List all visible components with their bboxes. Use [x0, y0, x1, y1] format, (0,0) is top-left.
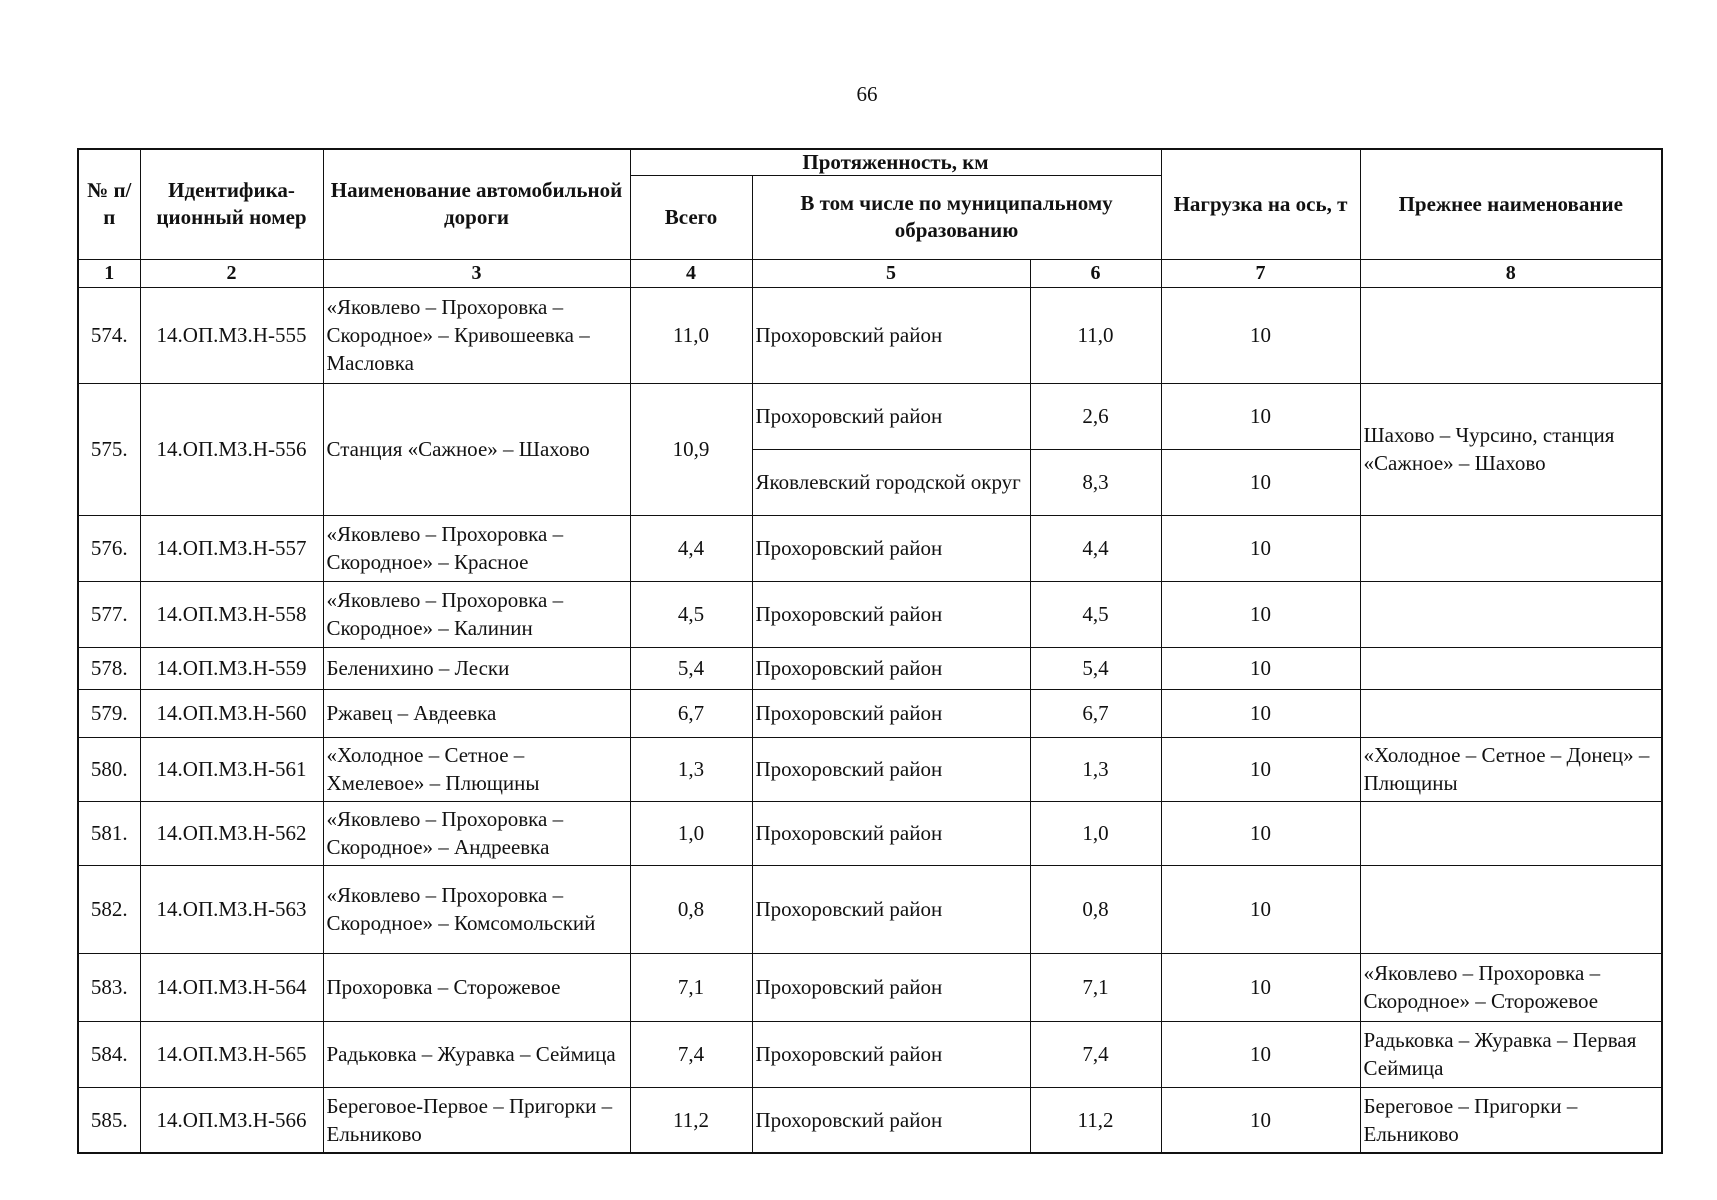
road-name: «Яковлево – Прохоровка – Скородное» – Калинин — [323, 581, 630, 647]
municipality: Прохоровский район — [752, 953, 1030, 1021]
table-row — [78, 581, 1662, 647]
road-name: «Холодное – Сетное – Хмелевое» – Плющины — [323, 737, 630, 801]
road-id: 14.ОП.МЗ.Н-561 — [140, 737, 323, 801]
road-name: Прохоровка – Сторожевое — [323, 953, 630, 1021]
table-row — [78, 865, 1662, 953]
road-name: «Яковлево – Прохоровка – Скородное» – Кривошеевка – Масловка — [323, 287, 630, 383]
municipal-length: 4,5 — [1030, 581, 1161, 647]
axle-load: 10 — [1161, 647, 1360, 689]
row-number: 583. — [78, 953, 140, 1021]
total-length: 1,0 — [630, 801, 752, 865]
road-name: «Яковлево – Прохоровка – Скородное» – Андреевка — [323, 801, 630, 865]
total-length: 10,9 — [630, 383, 752, 515]
road-id: 14.ОП.МЗ.Н-558 — [140, 581, 323, 647]
former-name — [1360, 865, 1662, 953]
column-number: 1 — [78, 259, 140, 287]
row-number: 574. — [78, 287, 140, 383]
axle-load: 10 — [1161, 801, 1360, 865]
municipal-length: 6,7 — [1030, 689, 1161, 737]
municipal-length: 4,4 — [1030, 515, 1161, 581]
municipality: Прохоровский район — [752, 1087, 1030, 1153]
road-id: 14.ОП.МЗ.Н-559 — [140, 647, 323, 689]
former-name: Береговое – Пригорки – Ельниково — [1360, 1087, 1662, 1153]
header-municipal: В том числе по муниципальному образованию — [752, 175, 1161, 259]
municipal-length: 0,8 — [1030, 865, 1161, 953]
axle-load: 10 — [1161, 515, 1360, 581]
municipality: Прохоровский район — [752, 865, 1030, 953]
former-name — [1360, 515, 1662, 581]
row-number: 579. — [78, 689, 140, 737]
table-row — [78, 287, 1662, 383]
municipal-length: 11,0 — [1030, 287, 1161, 383]
roads-table — [77, 148, 1663, 1154]
former-name — [1360, 581, 1662, 647]
row-number: 576. — [78, 515, 140, 581]
header-total: Всего — [630, 175, 752, 259]
column-number: 4 — [630, 259, 752, 287]
column-number-row — [78, 259, 1662, 287]
axle-load: 10 — [1161, 449, 1360, 515]
table-body — [78, 287, 1662, 1153]
header-num: № п/п — [78, 149, 140, 259]
axle-load: 10 — [1161, 737, 1360, 801]
total-length: 1,3 — [630, 737, 752, 801]
former-name — [1360, 647, 1662, 689]
header-former-name: Прежнее наименование — [1360, 149, 1662, 259]
road-name: «Яковлево – Прохоровка – Скородное» – Красное — [323, 515, 630, 581]
road-id: 14.ОП.МЗ.Н-565 — [140, 1021, 323, 1087]
former-name — [1360, 689, 1662, 737]
column-number: 8 — [1360, 259, 1662, 287]
axle-load: 10 — [1161, 865, 1360, 953]
former-name — [1360, 287, 1662, 383]
row-number: 585. — [78, 1087, 140, 1153]
row-number: 581. — [78, 801, 140, 865]
municipal-length: 11,2 — [1030, 1087, 1161, 1153]
axle-load: 10 — [1161, 581, 1360, 647]
column-number: 5 — [752, 259, 1030, 287]
table-row — [78, 515, 1662, 581]
table-row — [78, 647, 1662, 689]
table-row — [78, 801, 1662, 865]
total-length: 4,5 — [630, 581, 752, 647]
column-number: 2 — [140, 259, 323, 287]
column-number: 7 — [1161, 259, 1360, 287]
table-row — [78, 737, 1662, 801]
municipality: Прохоровский район — [752, 1021, 1030, 1087]
axle-load: 10 — [1161, 287, 1360, 383]
total-length: 4,4 — [630, 515, 752, 581]
row-number: 580. — [78, 737, 140, 801]
column-number: 6 — [1030, 259, 1161, 287]
header-axle-load: Нагрузка на ось, т — [1161, 149, 1360, 259]
municipality: Яковлевский городской округ — [752, 449, 1030, 515]
municipal-length: 2,6 — [1030, 383, 1161, 449]
road-id: 14.ОП.МЗ.Н-563 — [140, 865, 323, 953]
municipality: Прохоровский район — [752, 287, 1030, 383]
column-number: 3 — [323, 259, 630, 287]
municipal-length: 8,3 — [1030, 449, 1161, 515]
table-row — [78, 1087, 1662, 1153]
axle-load: 10 — [1161, 383, 1360, 449]
row-number: 582. — [78, 865, 140, 953]
road-name: Станция «Сажное» – Шахово — [323, 383, 630, 515]
municipality: Прохоровский район — [752, 689, 1030, 737]
municipality: Прохоровский район — [752, 383, 1030, 449]
row-number: 584. — [78, 1021, 140, 1087]
road-id: 14.ОП.МЗ.Н-564 — [140, 953, 323, 1021]
road-id: 14.ОП.МЗ.Н-556 — [140, 383, 323, 515]
header-road-name: Наименование автомобильной дороги — [323, 149, 630, 259]
former-name — [1360, 801, 1662, 865]
table-row — [78, 689, 1662, 737]
table-row — [78, 953, 1662, 1021]
axle-load: 10 — [1161, 1087, 1360, 1153]
municipal-length: 7,4 — [1030, 1021, 1161, 1087]
table-header — [78, 149, 1662, 287]
axle-load: 10 — [1161, 1021, 1360, 1087]
axle-load: 10 — [1161, 689, 1360, 737]
municipality: Прохоровский район — [752, 515, 1030, 581]
total-length: 6,7 — [630, 689, 752, 737]
header-id: Идентифика- ционный номер — [140, 149, 323, 259]
total-length: 0,8 — [630, 865, 752, 953]
municipality: Прохоровский район — [752, 581, 1030, 647]
road-name: Береговое-Первое – Пригорки – Ельниково — [323, 1087, 630, 1153]
road-id: 14.ОП.МЗ.Н-566 — [140, 1087, 323, 1153]
municipal-length: 1,3 — [1030, 737, 1161, 801]
total-length: 5,4 — [630, 647, 752, 689]
former-name: Радьковка – Журавка – Первая Сеймица — [1360, 1021, 1662, 1087]
former-name: Шахово – Чурсино, станция «Сажное» – Шахово — [1360, 383, 1662, 515]
road-name: Беленихино – Лески — [323, 647, 630, 689]
road-name: Радьковка – Журавка – Сеймица — [323, 1021, 630, 1087]
road-id: 14.ОП.МЗ.Н-562 — [140, 801, 323, 865]
road-id: 14.ОП.МЗ.Н-557 — [140, 515, 323, 581]
row-number: 578. — [78, 647, 140, 689]
road-name: Ржавец – Авдеевка — [323, 689, 630, 737]
former-name: «Яковлево – Прохоровка – Скородное» – Сторожевое — [1360, 953, 1662, 1021]
total-length: 11,0 — [630, 287, 752, 383]
former-name: «Холодное – Сетное – Донец» – Плющины — [1360, 737, 1662, 801]
table-row — [78, 383, 1662, 449]
axle-load: 10 — [1161, 953, 1360, 1021]
road-name: «Яковлево – Прохоровка – Скородное» – Комсомольский — [323, 865, 630, 953]
header-length-group: Протяженность, км — [630, 149, 1161, 175]
row-number: 575. — [78, 383, 140, 515]
municipality: Прохоровский район — [752, 737, 1030, 801]
row-number: 577. — [78, 581, 140, 647]
total-length: 7,1 — [630, 953, 752, 1021]
table-row — [78, 1021, 1662, 1087]
page-number: 66 — [856, 82, 878, 106]
municipal-length: 1,0 — [1030, 801, 1161, 865]
total-length: 11,2 — [630, 1087, 752, 1153]
municipal-length: 7,1 — [1030, 953, 1161, 1021]
municipality: Прохоровский район — [752, 801, 1030, 865]
road-id: 14.ОП.МЗ.Н-555 — [140, 287, 323, 383]
municipality: Прохоровский район — [752, 647, 1030, 689]
municipal-length: 5,4 — [1030, 647, 1161, 689]
road-id: 14.ОП.МЗ.Н-560 — [140, 689, 323, 737]
total-length: 7,4 — [630, 1021, 752, 1087]
